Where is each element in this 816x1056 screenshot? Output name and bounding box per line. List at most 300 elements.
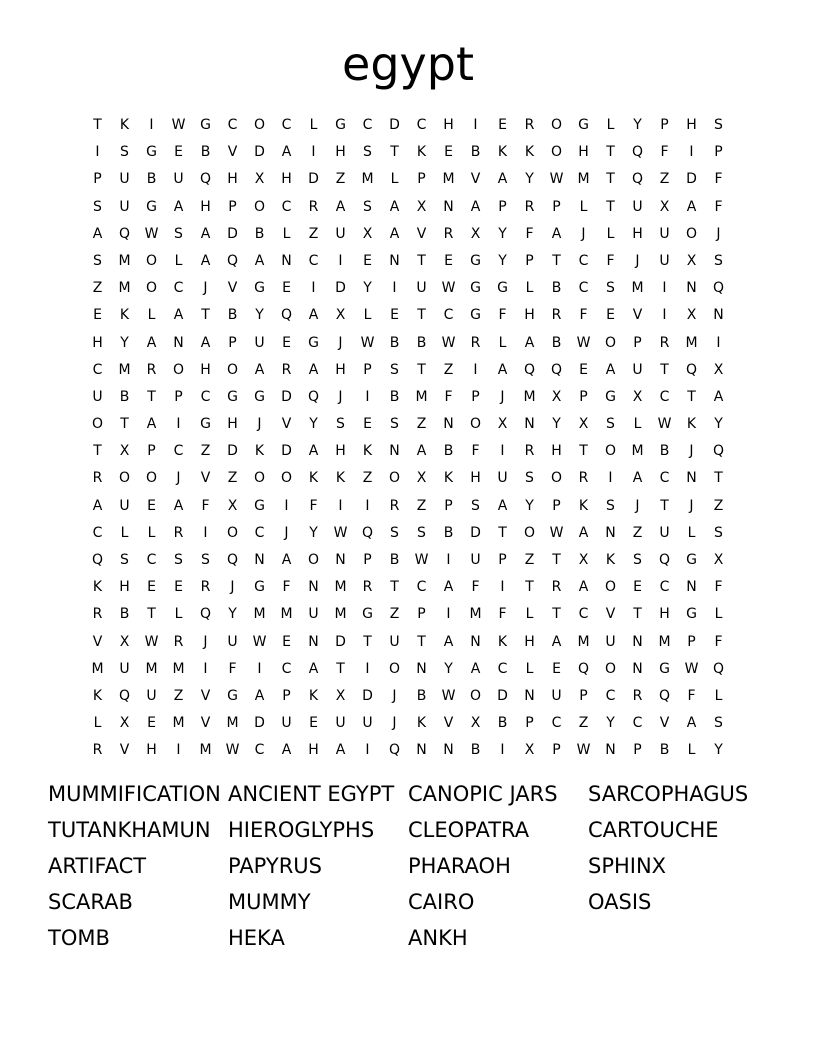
grid-cell[interactable]: O bbox=[253, 117, 266, 133]
grid-cell[interactable]: T bbox=[552, 552, 561, 568]
grid-cell[interactable]: W bbox=[441, 334, 456, 351]
grid-cell[interactable]: S bbox=[174, 552, 183, 568]
grid-cell[interactable]: E bbox=[498, 117, 507, 133]
grid-cell[interactable]: M bbox=[172, 660, 185, 677]
grid-cell[interactable]: J bbox=[176, 470, 181, 487]
grid-cell[interactable]: D bbox=[389, 117, 400, 133]
grid-cell[interactable]: M bbox=[361, 171, 374, 188]
grid-cell[interactable]: R bbox=[362, 579, 373, 596]
grid-cell[interactable]: B bbox=[659, 443, 670, 460]
grid-cell[interactable]: M bbox=[631, 280, 644, 297]
grid-cell[interactable]: I bbox=[473, 117, 478, 133]
grid-cell[interactable]: P bbox=[579, 687, 588, 704]
grid-cell[interactable]: E bbox=[282, 280, 291, 297]
grid-cell[interactable]: R bbox=[524, 117, 535, 133]
grid-cell[interactable]: A bbox=[578, 579, 589, 596]
grid-cell[interactable]: H bbox=[443, 117, 454, 133]
grid-cell[interactable]: N bbox=[173, 334, 184, 351]
grid-cell[interactable]: Z bbox=[227, 470, 238, 487]
grid-cell[interactable]: E bbox=[363, 252, 372, 269]
grid-cell[interactable]: X bbox=[524, 742, 535, 759]
grid-cell[interactable]: H bbox=[146, 742, 157, 759]
grid-cell[interactable]: H bbox=[335, 361, 346, 378]
grid-cell[interactable]: I bbox=[446, 606, 451, 623]
grid-cell[interactable]: E bbox=[147, 579, 156, 596]
grid-cell[interactable]: C bbox=[443, 307, 454, 324]
grid-cell[interactable]: J bbox=[500, 388, 505, 405]
grid-cell[interactable]: I bbox=[608, 470, 613, 487]
grid-cell[interactable]: E bbox=[579, 361, 588, 378]
grid-cell[interactable]: S bbox=[606, 416, 615, 433]
grid-cell[interactable]: P bbox=[525, 252, 534, 269]
grid-cell[interactable]: N bbox=[389, 252, 400, 269]
grid-cell[interactable]: I bbox=[95, 144, 100, 161]
grid-cell[interactable]: X bbox=[551, 388, 562, 405]
grid-cell[interactable]: J bbox=[716, 225, 721, 242]
grid-cell[interactable]: Y bbox=[606, 715, 615, 732]
grid-cell[interactable]: I bbox=[338, 497, 343, 514]
grid-cell[interactable]: P bbox=[498, 552, 507, 568]
grid-cell[interactable]: R bbox=[308, 198, 319, 215]
grid-cell[interactable]: S bbox=[471, 497, 480, 514]
grid-cell[interactable]: F bbox=[228, 660, 237, 677]
grid-cell[interactable]: O bbox=[145, 280, 158, 297]
grid-cell[interactable]: C bbox=[146, 552, 157, 568]
grid-cell[interactable]: H bbox=[470, 470, 481, 487]
grid-cell[interactable]: C bbox=[92, 361, 103, 378]
grid-cell[interactable]: V bbox=[659, 715, 670, 732]
grid-cell[interactable]: O bbox=[118, 470, 131, 487]
grid-cell[interactable]: W bbox=[657, 416, 672, 433]
grid-cell[interactable]: U bbox=[308, 606, 319, 623]
grid-cell[interactable]: D bbox=[254, 715, 265, 732]
grid-cell[interactable]: C bbox=[551, 715, 562, 732]
grid-cell[interactable]: R bbox=[632, 687, 643, 704]
grid-cell[interactable]: R bbox=[551, 307, 562, 324]
grid-cell[interactable]: I bbox=[284, 497, 289, 514]
grid-cell[interactable]: I bbox=[662, 307, 667, 324]
grid-cell[interactable]: Q bbox=[712, 660, 725, 677]
grid-cell[interactable]: L bbox=[174, 252, 183, 269]
grid-cell[interactable]: A bbox=[254, 687, 265, 704]
grid-cell[interactable]: T bbox=[93, 443, 102, 460]
grid-cell[interactable]: G bbox=[497, 280, 508, 297]
grid-cell[interactable]: C bbox=[254, 524, 265, 541]
grid-cell[interactable]: A bbox=[686, 198, 697, 215]
grid-cell[interactable]: U bbox=[119, 497, 130, 514]
grid-cell[interactable]: G bbox=[254, 579, 265, 596]
grid-cell[interactable]: U bbox=[416, 280, 427, 297]
grid-cell[interactable]: D bbox=[227, 225, 238, 242]
grid-cell[interactable]: K bbox=[254, 443, 265, 460]
grid-cell[interactable]: O bbox=[604, 443, 617, 460]
grid-cell[interactable]: R bbox=[92, 606, 103, 623]
grid-cell[interactable]: M bbox=[577, 633, 590, 650]
grid-cell[interactable]: B bbox=[470, 742, 481, 759]
grid-cell[interactable]: Y bbox=[633, 117, 642, 133]
grid-cell[interactable]: Q bbox=[712, 443, 725, 460]
grid-cell[interactable]: W bbox=[333, 524, 348, 541]
grid-cell[interactable]: U bbox=[227, 633, 238, 650]
grid-cell[interactable]: X bbox=[686, 307, 697, 324]
grid-cell[interactable]: K bbox=[605, 552, 616, 568]
grid-cell[interactable]: S bbox=[363, 198, 372, 215]
grid-cell[interactable]: O bbox=[253, 470, 266, 487]
grid-cell[interactable]: T bbox=[714, 470, 723, 487]
grid-cell[interactable]: A bbox=[470, 660, 481, 677]
grid-cell[interactable]: S bbox=[417, 524, 426, 541]
grid-cell[interactable]: T bbox=[417, 361, 426, 378]
grid-cell[interactable]: R bbox=[443, 225, 454, 242]
grid-cell[interactable]: A bbox=[632, 470, 643, 487]
grid-cell[interactable]: O bbox=[550, 144, 563, 161]
grid-cell[interactable]: N bbox=[686, 280, 697, 297]
grid-cell[interactable]: D bbox=[281, 388, 292, 405]
grid-cell[interactable]: X bbox=[119, 443, 130, 460]
grid-cell[interactable]: L bbox=[147, 307, 156, 324]
grid-cell[interactable]: C bbox=[200, 388, 211, 405]
grid-cell[interactable]: P bbox=[282, 687, 291, 704]
grid-cell[interactable]: B bbox=[119, 606, 130, 623]
grid-cell[interactable]: Q bbox=[280, 307, 293, 324]
grid-cell[interactable]: R bbox=[578, 470, 589, 487]
grid-cell[interactable]: L bbox=[714, 687, 723, 704]
grid-cell[interactable]: F bbox=[498, 307, 507, 324]
grid-cell[interactable]: P bbox=[552, 742, 561, 759]
grid-cell[interactable]: V bbox=[632, 307, 643, 324]
grid-cell[interactable]: R bbox=[470, 334, 481, 351]
grid-cell[interactable]: N bbox=[254, 552, 265, 568]
grid-cell[interactable]: H bbox=[551, 443, 562, 460]
grid-cell[interactable]: K bbox=[497, 144, 508, 161]
grid-cell[interactable]: L bbox=[606, 117, 615, 133]
grid-cell[interactable]: A bbox=[497, 171, 508, 188]
grid-cell[interactable]: H bbox=[92, 334, 103, 351]
grid-cell[interactable]: U bbox=[335, 715, 346, 732]
grid-cell[interactable]: R bbox=[92, 742, 103, 759]
grid-cell[interactable]: M bbox=[685, 334, 698, 351]
grid-cell[interactable]: Q bbox=[118, 225, 131, 242]
grid-cell[interactable]: F bbox=[714, 198, 723, 215]
grid-cell[interactable]: I bbox=[365, 388, 370, 405]
grid-cell[interactable]: T bbox=[606, 198, 615, 215]
grid-cell[interactable]: C bbox=[416, 117, 427, 133]
grid-cell[interactable]: X bbox=[686, 252, 697, 269]
grid-cell[interactable]: I bbox=[149, 117, 154, 133]
grid-cell[interactable]: U bbox=[632, 361, 643, 378]
grid-cell[interactable]: B bbox=[119, 388, 130, 405]
grid-cell[interactable]: V bbox=[200, 470, 211, 487]
grid-cell[interactable]: O bbox=[604, 579, 617, 596]
grid-cell[interactable]: K bbox=[524, 144, 535, 161]
grid-cell[interactable]: K bbox=[686, 416, 697, 433]
grid-cell[interactable]: Q bbox=[577, 660, 590, 677]
grid-cell[interactable]: E bbox=[633, 579, 642, 596]
grid-cell[interactable]: T bbox=[498, 524, 507, 541]
grid-cell[interactable]: G bbox=[146, 198, 157, 215]
grid-cell[interactable]: J bbox=[689, 443, 694, 460]
grid-cell[interactable]: K bbox=[308, 470, 319, 487]
grid-cell[interactable]: A bbox=[578, 524, 589, 541]
grid-cell[interactable]: A bbox=[335, 198, 346, 215]
grid-cell[interactable]: C bbox=[659, 579, 670, 596]
grid-cell[interactable]: B bbox=[416, 687, 427, 704]
grid-cell[interactable]: C bbox=[173, 280, 184, 297]
grid-cell[interactable]: Z bbox=[308, 225, 319, 242]
grid-cell[interactable]: X bbox=[470, 225, 481, 242]
grid-cell[interactable]: F bbox=[687, 687, 696, 704]
grid-cell[interactable]: Y bbox=[498, 252, 507, 269]
grid-cell[interactable]: W bbox=[549, 524, 564, 541]
grid-cell[interactable]: T bbox=[660, 361, 669, 378]
grid-cell[interactable]: B bbox=[254, 225, 265, 242]
grid-cell[interactable]: U bbox=[119, 198, 130, 215]
letter-grid[interactable] bbox=[84, 112, 732, 765]
grid-cell[interactable]: N bbox=[524, 687, 535, 704]
grid-cell[interactable]: J bbox=[338, 334, 343, 351]
grid-cell[interactable]: U bbox=[335, 225, 346, 242]
grid-cell[interactable]: Q bbox=[199, 171, 212, 188]
grid-cell[interactable]: A bbox=[200, 252, 211, 269]
grid-cell[interactable]: E bbox=[174, 144, 183, 161]
grid-cell[interactable]: O bbox=[91, 416, 104, 433]
grid-cell[interactable]: L bbox=[147, 524, 156, 541]
grid-cell[interactable]: P bbox=[552, 497, 561, 514]
grid-cell[interactable]: P bbox=[579, 388, 588, 405]
grid-cell[interactable]: Z bbox=[416, 416, 427, 433]
grid-cell[interactable]: Q bbox=[685, 361, 698, 378]
grid-cell[interactable]: H bbox=[524, 307, 535, 324]
grid-cell[interactable]: H bbox=[200, 198, 211, 215]
grid-cell[interactable]: H bbox=[308, 742, 319, 759]
grid-cell[interactable]: T bbox=[687, 388, 696, 405]
grid-cell[interactable]: Q bbox=[226, 252, 239, 269]
grid-cell[interactable]: M bbox=[253, 606, 266, 623]
grid-cell[interactable]: W bbox=[171, 117, 186, 133]
grid-cell[interactable]: K bbox=[335, 470, 346, 487]
grid-cell[interactable]: S bbox=[201, 552, 210, 568]
grid-cell[interactable]: P bbox=[552, 198, 561, 215]
grid-cell[interactable]: Q bbox=[199, 606, 212, 623]
grid-cell[interactable]: B bbox=[416, 334, 427, 351]
grid-cell[interactable]: P bbox=[174, 388, 183, 405]
grid-cell[interactable]: O bbox=[226, 524, 239, 541]
grid-cell[interactable]: K bbox=[92, 687, 103, 704]
grid-cell[interactable]: K bbox=[497, 633, 508, 650]
grid-cell[interactable]: G bbox=[470, 280, 481, 297]
grid-cell[interactable]: S bbox=[606, 497, 615, 514]
grid-cell[interactable]: E bbox=[282, 633, 291, 650]
grid-cell[interactable]: L bbox=[579, 198, 588, 215]
grid-cell[interactable]: A bbox=[200, 225, 211, 242]
grid-cell[interactable]: T bbox=[417, 252, 426, 269]
grid-cell[interactable]: M bbox=[226, 715, 239, 732]
grid-cell[interactable]: U bbox=[173, 171, 184, 188]
grid-cell[interactable]: R bbox=[551, 579, 562, 596]
grid-cell[interactable]: F bbox=[309, 497, 318, 514]
grid-cell[interactable]: G bbox=[686, 606, 697, 623]
grid-cell[interactable]: P bbox=[417, 606, 426, 623]
grid-cell[interactable]: T bbox=[633, 606, 642, 623]
grid-cell[interactable]: U bbox=[659, 225, 670, 242]
grid-cell[interactable]: T bbox=[363, 633, 372, 650]
grid-cell[interactable]: M bbox=[91, 660, 104, 677]
grid-cell[interactable]: D bbox=[254, 144, 265, 161]
grid-cell[interactable]: C bbox=[497, 660, 508, 677]
grid-cell[interactable]: Y bbox=[525, 171, 534, 188]
grid-cell[interactable]: D bbox=[227, 443, 238, 460]
grid-cell[interactable]: L bbox=[363, 307, 372, 324]
grid-cell[interactable]: H bbox=[227, 171, 238, 188]
grid-cell[interactable]: V bbox=[470, 171, 481, 188]
grid-cell[interactable]: W bbox=[441, 280, 456, 297]
grid-cell[interactable]: N bbox=[443, 742, 454, 759]
grid-cell[interactable]: Y bbox=[714, 742, 723, 759]
grid-cell[interactable]: O bbox=[388, 470, 401, 487]
grid-cell[interactable]: E bbox=[444, 252, 453, 269]
grid-cell[interactable]: U bbox=[389, 633, 400, 650]
grid-cell[interactable]: U bbox=[119, 660, 130, 677]
grid-cell[interactable]: W bbox=[684, 660, 699, 677]
grid-cell[interactable]: I bbox=[176, 742, 181, 759]
grid-cell[interactable]: Y bbox=[120, 334, 129, 351]
grid-cell[interactable]: D bbox=[362, 687, 373, 704]
grid-cell[interactable]: B bbox=[389, 552, 400, 568]
grid-cell[interactable]: C bbox=[578, 252, 589, 269]
grid-cell[interactable]: G bbox=[254, 497, 265, 514]
grid-cell[interactable]: E bbox=[444, 144, 453, 161]
grid-cell[interactable]: Z bbox=[389, 606, 400, 623]
grid-cell[interactable]: J bbox=[230, 579, 235, 596]
grid-cell[interactable]: N bbox=[686, 470, 697, 487]
grid-cell[interactable]: S bbox=[120, 144, 129, 161]
grid-cell[interactable]: I bbox=[716, 334, 721, 351]
grid-cell[interactable]: F bbox=[714, 579, 723, 596]
grid-cell[interactable]: H bbox=[524, 633, 535, 650]
grid-cell[interactable]: U bbox=[470, 552, 481, 568]
grid-cell[interactable]: X bbox=[659, 198, 670, 215]
grid-cell[interactable]: X bbox=[119, 633, 130, 650]
grid-cell[interactable]: A bbox=[281, 144, 292, 161]
grid-cell[interactable]: J bbox=[581, 225, 586, 242]
grid-cell[interactable]: T bbox=[417, 633, 426, 650]
grid-cell[interactable]: I bbox=[257, 660, 262, 677]
grid-cell[interactable]: A bbox=[173, 497, 184, 514]
grid-cell[interactable]: I bbox=[203, 660, 208, 677]
grid-cell[interactable]: I bbox=[311, 280, 316, 297]
grid-cell[interactable]: Q bbox=[712, 280, 725, 297]
grid-cell[interactable]: M bbox=[442, 171, 455, 188]
grid-cell[interactable]: Z bbox=[200, 443, 211, 460]
grid-cell[interactable]: A bbox=[308, 443, 319, 460]
grid-cell[interactable]: A bbox=[389, 198, 400, 215]
grid-cell[interactable]: L bbox=[174, 606, 183, 623]
grid-cell[interactable]: Z bbox=[92, 280, 103, 297]
grid-cell[interactable]: D bbox=[686, 171, 697, 188]
grid-cell[interactable]: L bbox=[498, 334, 507, 351]
grid-cell[interactable]: I bbox=[473, 361, 478, 378]
grid-cell[interactable]: M bbox=[334, 579, 347, 596]
grid-cell[interactable]: F bbox=[579, 307, 588, 324]
grid-cell[interactable]: X bbox=[119, 715, 130, 732]
grid-cell[interactable]: X bbox=[632, 388, 643, 405]
grid-cell[interactable]: Q bbox=[388, 742, 401, 759]
grid-cell[interactable]: N bbox=[632, 660, 643, 677]
grid-cell[interactable]: N bbox=[713, 307, 724, 324]
grid-cell[interactable]: G bbox=[605, 388, 616, 405]
grid-cell[interactable]: S bbox=[714, 117, 723, 133]
grid-cell[interactable]: G bbox=[227, 388, 238, 405]
grid-cell[interactable]: Q bbox=[631, 144, 644, 161]
grid-cell[interactable]: Z bbox=[416, 497, 427, 514]
grid-cell[interactable]: C bbox=[92, 524, 103, 541]
grid-cell[interactable]: L bbox=[714, 606, 723, 623]
grid-cell[interactable]: L bbox=[687, 524, 696, 541]
grid-cell[interactable]: B bbox=[146, 171, 157, 188]
grid-cell[interactable]: G bbox=[146, 144, 157, 161]
grid-cell[interactable]: Y bbox=[525, 497, 534, 514]
grid-cell[interactable]: Q bbox=[226, 552, 239, 568]
grid-cell[interactable]: S bbox=[525, 470, 534, 487]
grid-cell[interactable]: Z bbox=[362, 470, 373, 487]
grid-cell[interactable]: O bbox=[604, 334, 617, 351]
grid-cell[interactable]: I bbox=[338, 252, 343, 269]
grid-cell[interactable]: A bbox=[281, 742, 292, 759]
grid-cell[interactable]: F bbox=[471, 579, 480, 596]
grid-cell[interactable]: Y bbox=[714, 416, 723, 433]
grid-cell[interactable]: C bbox=[173, 443, 184, 460]
grid-cell[interactable]: Y bbox=[363, 280, 372, 297]
grid-cell[interactable]: T bbox=[606, 171, 615, 188]
grid-cell[interactable]: V bbox=[200, 687, 211, 704]
grid-cell[interactable]: P bbox=[444, 497, 453, 514]
grid-cell[interactable]: O bbox=[307, 552, 320, 568]
grid-cell[interactable]: Y bbox=[309, 416, 318, 433]
grid-cell[interactable]: E bbox=[606, 307, 615, 324]
grid-cell[interactable]: C bbox=[281, 660, 292, 677]
grid-cell[interactable]: A bbox=[416, 443, 427, 460]
grid-cell[interactable]: N bbox=[443, 198, 454, 215]
grid-cell[interactable]: D bbox=[281, 443, 292, 460]
grid-cell[interactable]: I bbox=[500, 579, 505, 596]
grid-cell[interactable]: E bbox=[390, 307, 399, 324]
grid-cell[interactable]: T bbox=[390, 579, 399, 596]
grid-cell[interactable]: L bbox=[282, 225, 291, 242]
grid-cell[interactable]: J bbox=[689, 497, 694, 514]
grid-cell[interactable]: H bbox=[200, 361, 211, 378]
grid-cell[interactable]: E bbox=[93, 307, 102, 324]
grid-cell[interactable]: E bbox=[174, 579, 183, 596]
grid-cell[interactable]: E bbox=[552, 660, 561, 677]
grid-cell[interactable]: O bbox=[388, 660, 401, 677]
grid-cell[interactable]: X bbox=[254, 171, 265, 188]
grid-cell[interactable]: M bbox=[577, 171, 590, 188]
grid-cell[interactable]: L bbox=[525, 606, 534, 623]
grid-cell[interactable]: N bbox=[308, 633, 319, 650]
grid-cell[interactable]: A bbox=[92, 225, 103, 242]
grid-cell[interactable]: C bbox=[578, 606, 589, 623]
grid-cell[interactable]: J bbox=[284, 524, 289, 541]
grid-cell[interactable]: V bbox=[227, 144, 238, 161]
grid-cell[interactable]: T bbox=[120, 416, 129, 433]
grid-cell[interactable]: O bbox=[280, 470, 293, 487]
grid-cell[interactable]: G bbox=[254, 280, 265, 297]
grid-cell[interactable]: U bbox=[362, 715, 373, 732]
grid-cell[interactable]: B bbox=[443, 524, 454, 541]
grid-cell[interactable]: W bbox=[576, 742, 591, 759]
grid-cell[interactable]: U bbox=[497, 470, 508, 487]
grid-cell[interactable]: G bbox=[308, 334, 319, 351]
